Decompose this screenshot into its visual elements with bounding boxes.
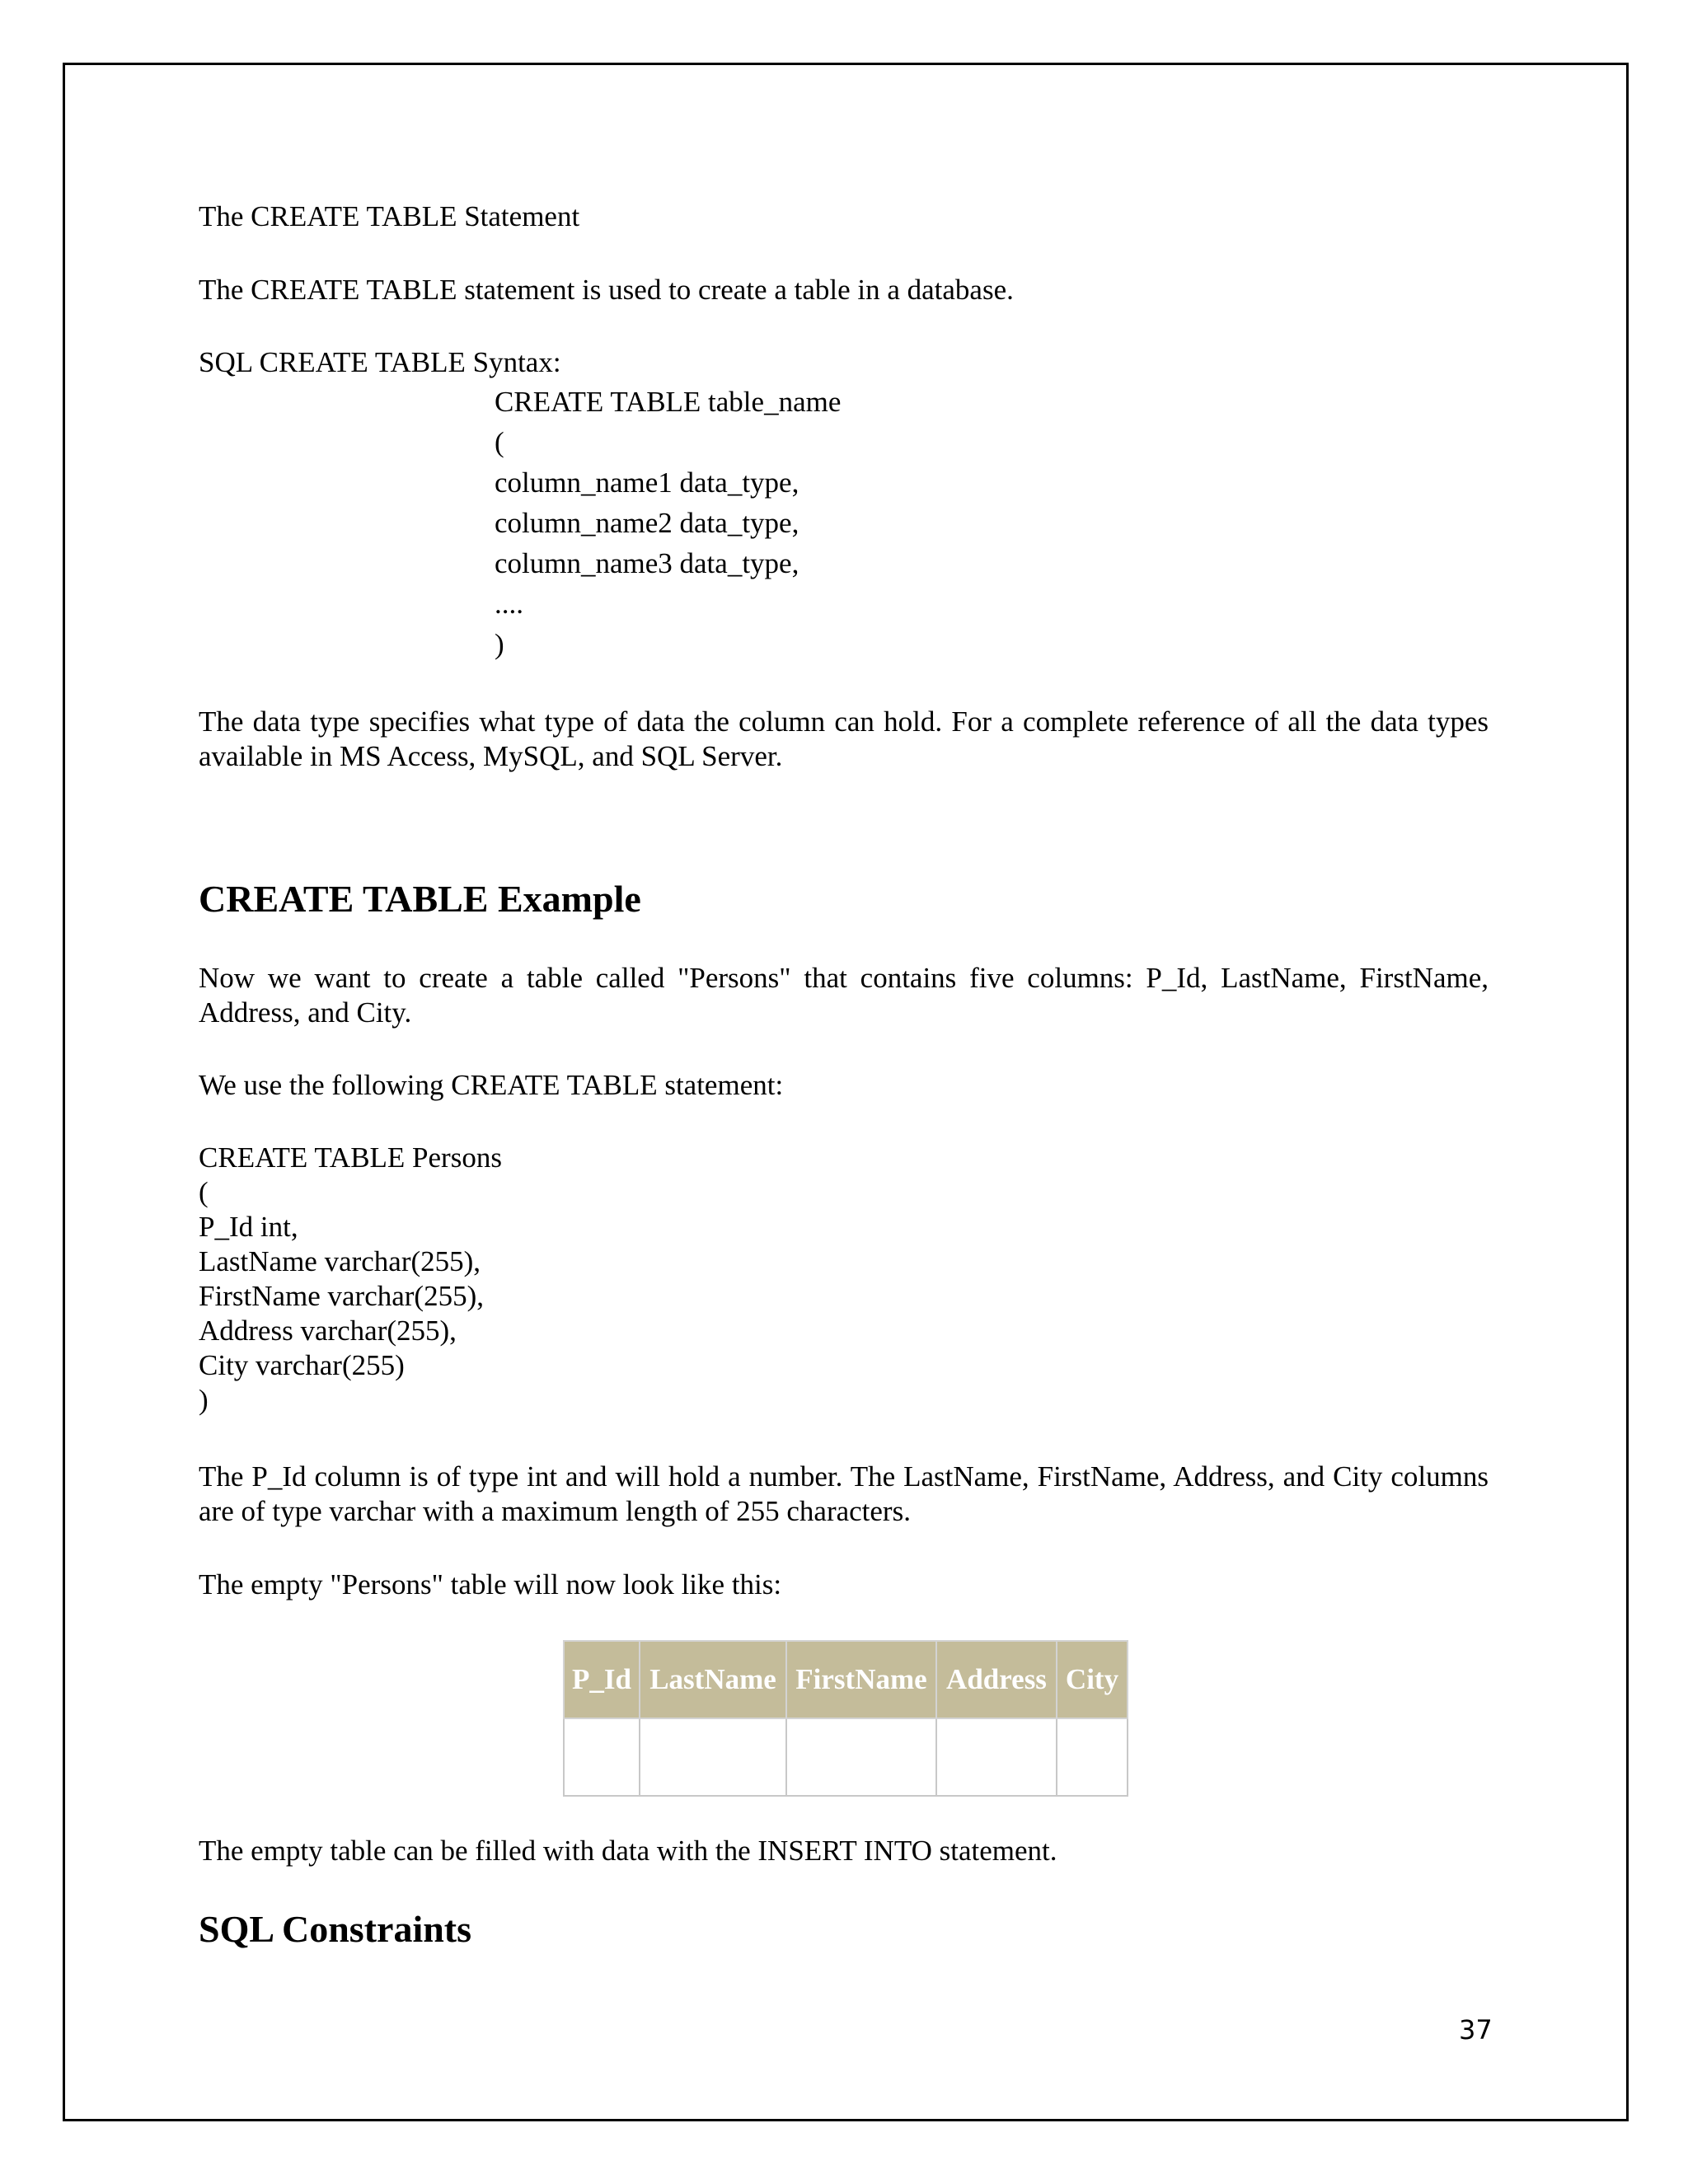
column-header-firstname: FirstName <box>786 1641 936 1718</box>
statement-intro: We use the following CREATE TABLE statement: <box>199 1069 784 1101</box>
after-table-note: The empty table can be filled with data with the INSERT INTO statement. <box>199 1835 1057 1867</box>
code-line: CREATE TABLE Persons <box>199 1141 502 1174</box>
code-line: P_Id int, <box>199 1211 298 1243</box>
code-line: LastName varchar(255), <box>199 1245 481 1277</box>
example-heading: CREATE TABLE Example <box>199 878 641 920</box>
syntax-line: ) <box>495 628 504 660</box>
syntax-block <box>495 382 1236 664</box>
persons-table <box>563 1640 1128 1797</box>
column-header-p-id: P_Id <box>564 1641 640 1718</box>
code-line: FirstName varchar(255), <box>199 1280 484 1312</box>
table-cell <box>936 1718 1057 1796</box>
table-intro: The empty "Persons" table will now look like this: <box>199 1568 782 1601</box>
columns-explanation: The P_Id column is of type int and will hold a number. The LastName, FirstName, Address, and City columns are of type varchar with a maximum length of 255 characters. <box>199 1460 1489 1527</box>
create-table-description: The CREATE TABLE statement is used to create a table in a database. <box>199 274 1014 306</box>
constraints-heading: SQL Constraints <box>199 1908 472 1950</box>
section-title: The CREATE TABLE Statement <box>199 200 580 232</box>
syntax-line: CREATE TABLE table_name <box>495 386 842 418</box>
syntax-line: ( <box>495 426 504 458</box>
data-type-note: The data type specifies what type of data the column can hold. For a complete reference of all the data types available in MS Access, MySQL, and SQL Server. <box>199 705 1489 772</box>
code-line: City varchar(255) <box>199 1349 405 1381</box>
table-cell <box>1057 1718 1128 1796</box>
column-header-city: City <box>1057 1641 1128 1718</box>
table-header-row <box>564 1641 1128 1718</box>
table-cell <box>786 1718 936 1796</box>
code-line: Address varchar(255), <box>199 1315 457 1347</box>
code-line: ( <box>199 1176 209 1208</box>
code-block <box>199 1141 1489 1418</box>
column-header-lastname: LastName <box>640 1641 786 1718</box>
table-cell <box>640 1718 786 1796</box>
syntax-line: column_name2 data_type, <box>495 507 799 539</box>
syntax-line: column_name1 data_type, <box>495 466 799 499</box>
table-row <box>564 1718 1128 1796</box>
column-header-address: Address <box>936 1641 1057 1718</box>
syntax-label: SQL CREATE TABLE Syntax: <box>199 346 561 378</box>
example-intro: Now we want to create a table called "Persons" that contains five columns: P_Id, LastName, FirstName, Address, and City. <box>199 962 1489 1029</box>
syntax-line: .... <box>495 588 523 620</box>
page-number: 37 <box>1459 2014 1493 2046</box>
code-line: ) <box>199 1384 209 1416</box>
table-cell <box>564 1718 640 1796</box>
syntax-line: column_name3 data_type, <box>495 547 799 579</box>
